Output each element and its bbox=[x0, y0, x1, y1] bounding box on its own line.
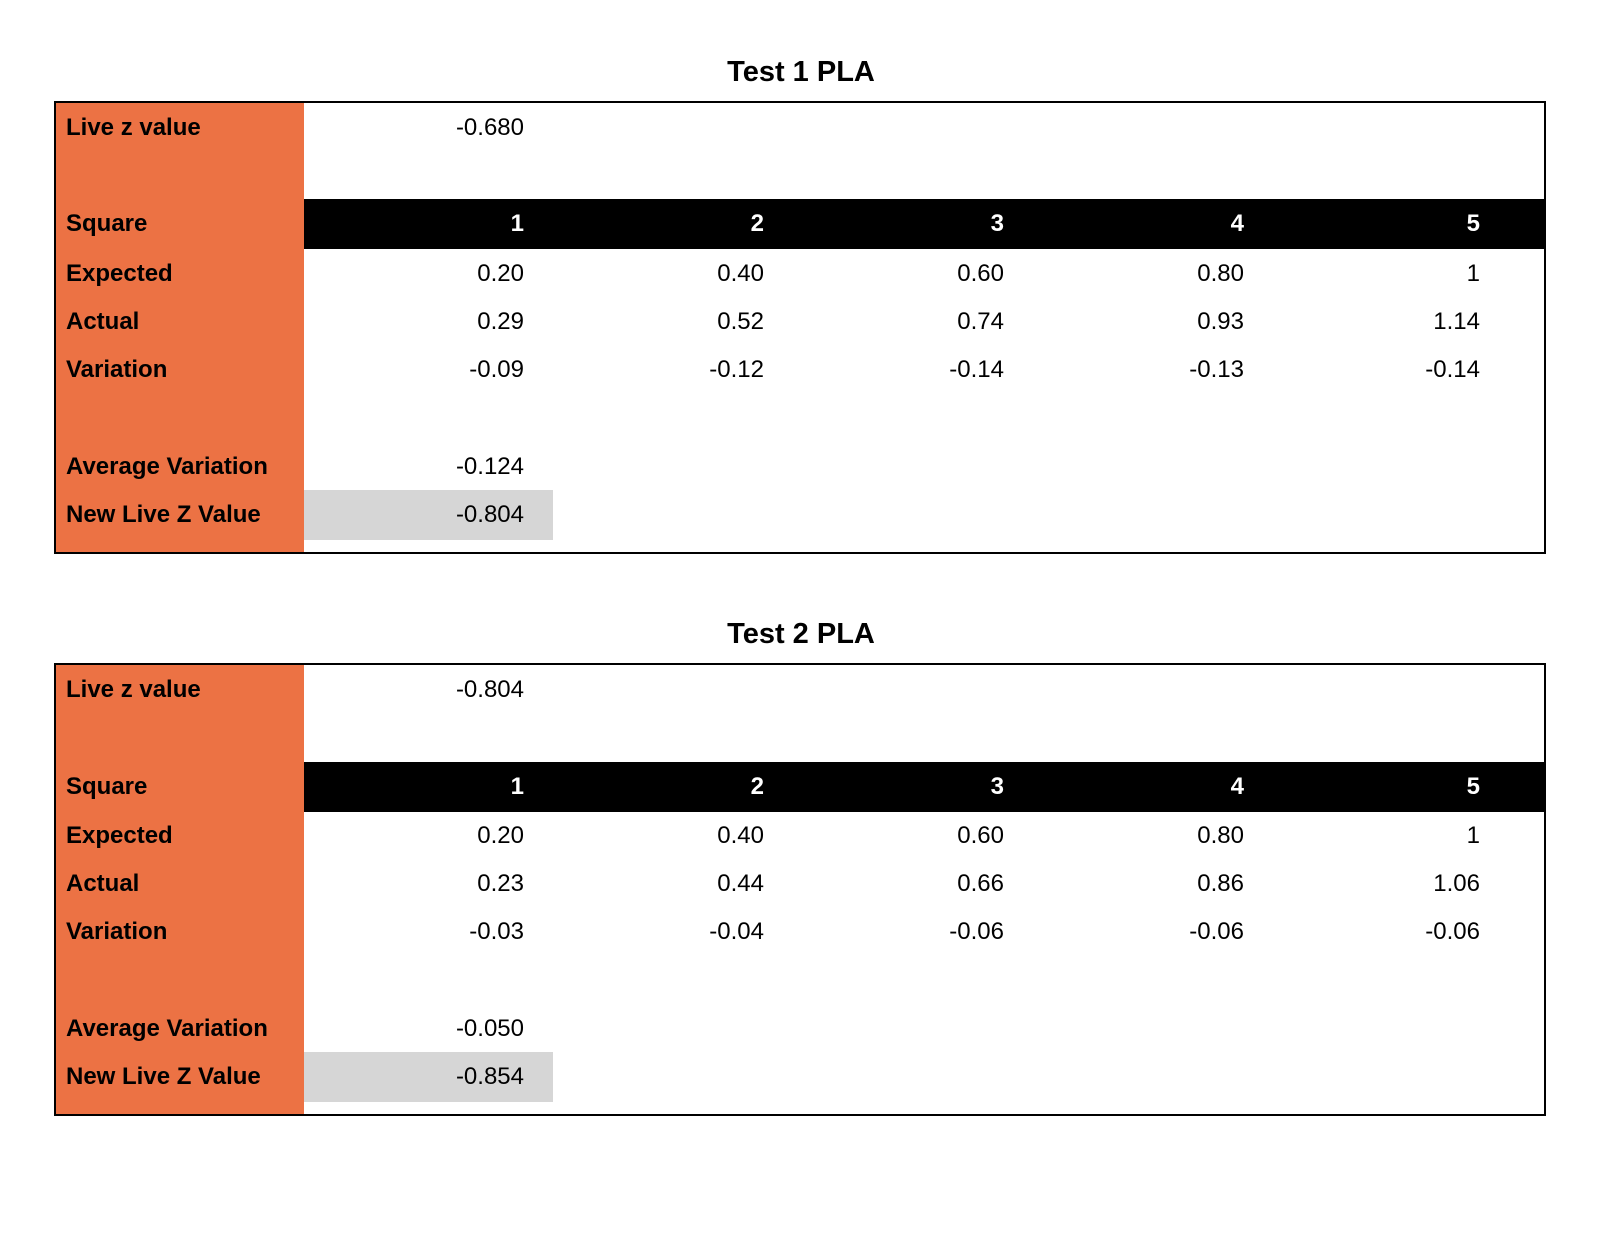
variation-value[interactable]: -0.06 bbox=[1189, 918, 1244, 945]
row-label: Actual bbox=[66, 308, 140, 335]
row-label: Variation bbox=[66, 918, 168, 945]
actual-value[interactable]: 0.66 bbox=[957, 870, 1004, 897]
row-label: Average Variation bbox=[66, 1015, 268, 1042]
row-variation bbox=[56, 907, 1544, 957]
average-variation-value[interactable]: -0.050 bbox=[455, 1015, 524, 1042]
expected-value[interactable]: 0.80 bbox=[1197, 260, 1244, 287]
expected-value[interactable]: 0.80 bbox=[1197, 822, 1244, 849]
expected-value[interactable]: 0.60 bbox=[957, 260, 1004, 287]
expected-value[interactable]: 0.60 bbox=[957, 822, 1004, 849]
square-number[interactable]: 1 bbox=[510, 210, 524, 237]
actual-value[interactable]: 0.74 bbox=[957, 308, 1004, 335]
new-live-z-value[interactable]: -0.804 bbox=[455, 501, 524, 528]
variation-value[interactable]: -0.13 bbox=[1189, 356, 1244, 383]
row-label: Expected bbox=[66, 260, 173, 287]
row-label: New Live Z Value bbox=[66, 501, 261, 528]
variation-value[interactable]: -0.12 bbox=[709, 356, 764, 383]
row-average-variation bbox=[56, 442, 1544, 492]
row-new-live-z bbox=[56, 490, 1544, 540]
live-z-value[interactable]: -0.680 bbox=[455, 114, 524, 141]
square-number[interactable]: 2 bbox=[750, 210, 764, 237]
actual-value[interactable]: 0.23 bbox=[477, 870, 524, 897]
row-label: Expected bbox=[66, 822, 173, 849]
actual-value[interactable]: 1.06 bbox=[1433, 870, 1480, 897]
row-label: New Live Z Value bbox=[66, 1063, 261, 1090]
square-number[interactable]: 3 bbox=[990, 210, 1004, 237]
actual-value[interactable]: 0.86 bbox=[1197, 870, 1244, 897]
expected-value[interactable]: 0.20 bbox=[477, 822, 524, 849]
row-average-variation bbox=[56, 1004, 1544, 1054]
variation-value[interactable]: -0.06 bbox=[949, 918, 1004, 945]
expected-value[interactable]: 0.40 bbox=[717, 260, 764, 287]
square-number[interactable]: 4 bbox=[1230, 210, 1244, 237]
square-number[interactable]: 2 bbox=[750, 773, 764, 800]
row-live-z bbox=[56, 665, 1544, 715]
actual-value[interactable]: 1.14 bbox=[1433, 308, 1480, 335]
variation-value[interactable]: -0.04 bbox=[709, 918, 764, 945]
expected-value[interactable]: 0.20 bbox=[477, 260, 524, 287]
variation-value[interactable]: -0.06 bbox=[1425, 918, 1480, 945]
row-new-live-z bbox=[56, 1052, 1544, 1102]
row-expected bbox=[56, 249, 1544, 299]
row-actual bbox=[56, 859, 1544, 909]
row-square-header bbox=[56, 762, 1544, 812]
row-label: Square bbox=[66, 773, 148, 800]
test-title: Test 1 PLA bbox=[727, 56, 875, 88]
actual-value[interactable]: 0.29 bbox=[477, 308, 524, 335]
row-label: Live z value bbox=[66, 114, 201, 141]
square-number[interactable]: 3 bbox=[990, 773, 1004, 800]
square-number[interactable]: 5 bbox=[1466, 773, 1480, 800]
variation-value[interactable]: -0.03 bbox=[469, 918, 524, 945]
variation-value[interactable]: -0.14 bbox=[1425, 356, 1480, 383]
actual-value[interactable]: 0.93 bbox=[1197, 308, 1244, 335]
test-table bbox=[54, 101, 1546, 554]
row-label: Average Variation bbox=[66, 453, 268, 480]
row-label: Live z value bbox=[66, 676, 201, 703]
actual-value[interactable]: 0.52 bbox=[717, 308, 764, 335]
row-actual bbox=[56, 297, 1544, 347]
row-live-z bbox=[56, 103, 1544, 153]
row-variation bbox=[56, 345, 1544, 395]
average-variation-value[interactable]: -0.124 bbox=[455, 453, 524, 480]
variation-value[interactable]: -0.14 bbox=[949, 356, 1004, 383]
expected-value[interactable]: 0.40 bbox=[717, 822, 764, 849]
test-title: Test 2 PLA bbox=[727, 618, 875, 650]
row-square-header bbox=[56, 199, 1544, 249]
row-expected bbox=[56, 811, 1544, 861]
expected-value[interactable]: 1 bbox=[1466, 260, 1480, 287]
square-number[interactable]: 4 bbox=[1230, 773, 1244, 800]
row-label: Variation bbox=[66, 356, 168, 383]
square-number[interactable]: 5 bbox=[1466, 210, 1480, 237]
actual-value[interactable]: 0.44 bbox=[717, 870, 764, 897]
test-table bbox=[54, 663, 1546, 1116]
row-label: Square bbox=[66, 210, 148, 237]
row-label: Actual bbox=[66, 870, 140, 897]
square-number[interactable]: 1 bbox=[510, 773, 524, 800]
expected-value[interactable]: 1 bbox=[1466, 822, 1480, 849]
new-live-z-value[interactable]: -0.854 bbox=[455, 1063, 524, 1090]
variation-value[interactable]: -0.09 bbox=[469, 356, 524, 383]
live-z-value[interactable]: -0.804 bbox=[455, 676, 524, 703]
